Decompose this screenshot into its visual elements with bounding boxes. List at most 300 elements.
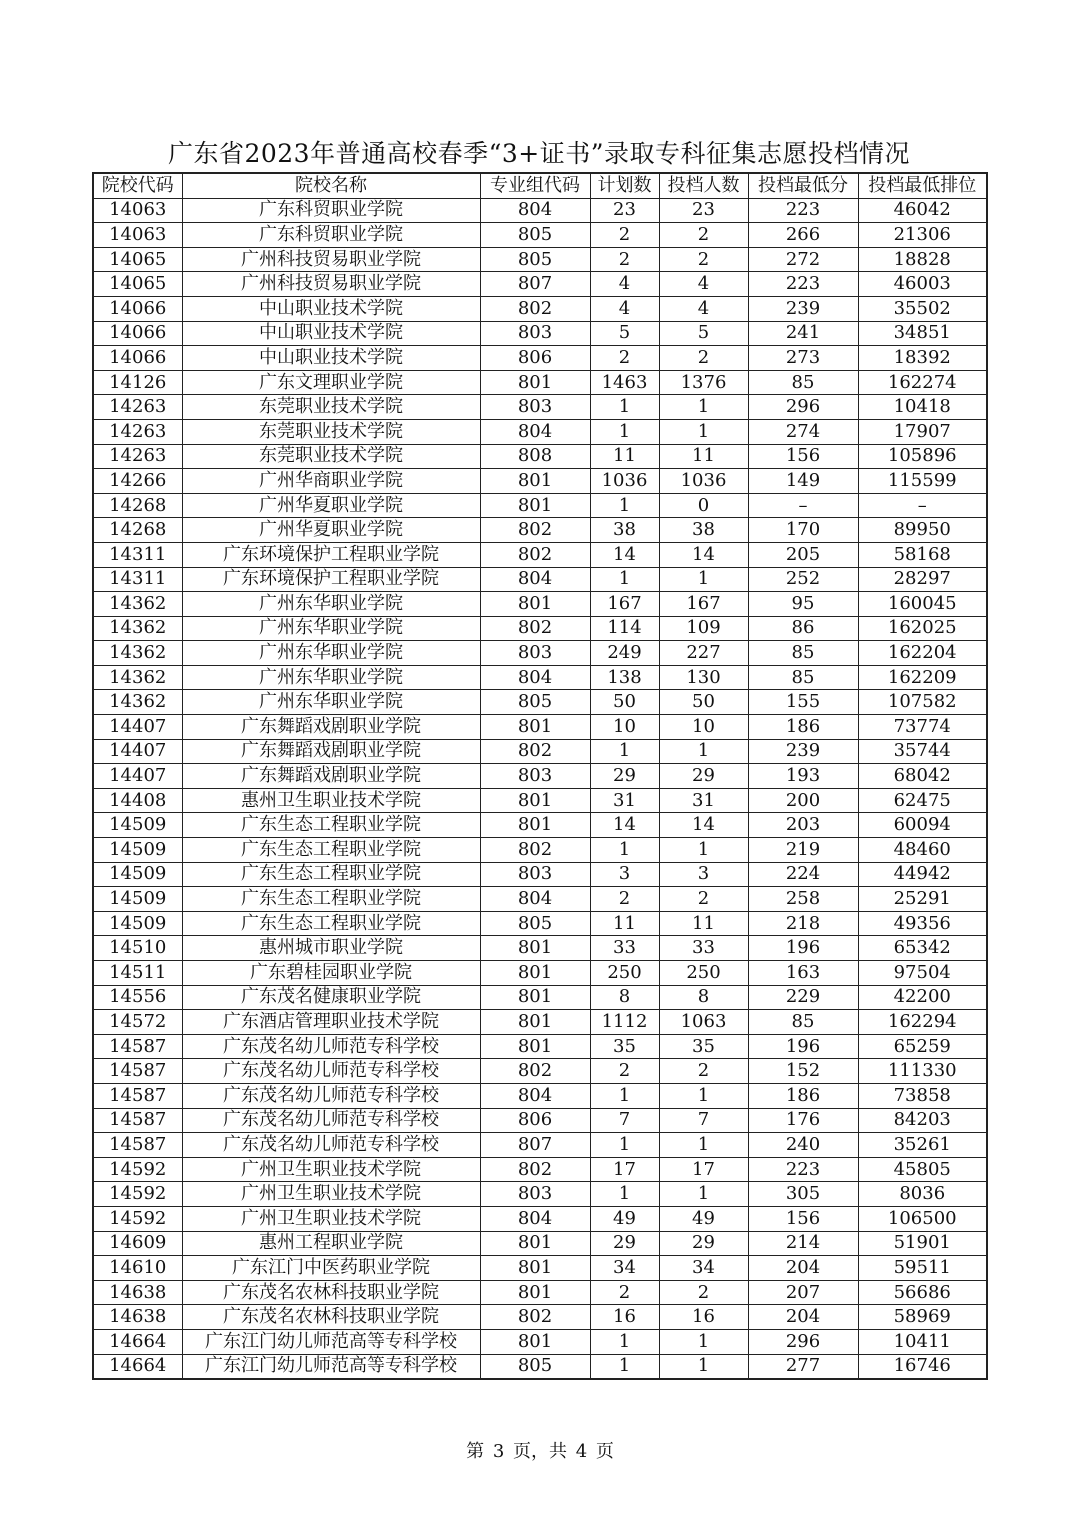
cell-school-name: 广州卫生职业技术学院	[182, 1206, 480, 1231]
cell-min-rank: 44942	[858, 862, 987, 887]
cell-plan-count: 1	[590, 739, 659, 764]
cell-school-name: 广东文理职业学院	[182, 370, 480, 395]
cell-min-rank: 18392	[858, 346, 987, 371]
cell-min-rank: 162025	[858, 616, 987, 641]
cell-min-rank: 162294	[858, 1010, 987, 1035]
table-row	[93, 1231, 987, 1256]
column-header-school-name: 院校名称	[182, 173, 480, 198]
cell-min-rank: 17907	[858, 419, 987, 444]
cell-school-code: 14638	[93, 1305, 182, 1330]
cell-min-rank: 51901	[858, 1231, 987, 1256]
cell-group-code: 805	[480, 1354, 590, 1379]
cell-min-score: 86	[748, 616, 858, 641]
table-row	[93, 1305, 987, 1330]
column-header-plan-count: 计划数	[590, 173, 659, 198]
column-header-min-rank: 投档最低排位	[858, 173, 987, 198]
cell-plan-count: 2	[590, 346, 659, 371]
cell-min-rank: 56686	[858, 1280, 987, 1305]
table-row	[93, 764, 987, 789]
cell-admitted-count: 2	[659, 346, 748, 371]
cell-school-code: 14407	[93, 764, 182, 789]
cell-plan-count: 1	[590, 838, 659, 863]
table-row	[93, 542, 987, 567]
cell-school-name: 惠州城市职业学院	[182, 936, 480, 961]
cell-min-score: 241	[748, 321, 858, 346]
cell-group-code: 802	[480, 1157, 590, 1182]
cell-admitted-count: 2	[659, 223, 748, 248]
cell-school-name: 广州科技贸易职业学院	[182, 272, 480, 297]
cell-school-name: 广东茂名农林科技职业学院	[182, 1305, 480, 1330]
cell-group-code: 801	[480, 1280, 590, 1305]
column-header-min-score: 投档最低分	[748, 173, 858, 198]
cell-school-code: 14268	[93, 493, 182, 518]
cell-school-name: 广东环境保护工程职业学院	[182, 567, 480, 592]
table-row	[93, 346, 987, 371]
cell-plan-count: 14	[590, 813, 659, 838]
cell-school-code: 14509	[93, 813, 182, 838]
cell-min-score: 277	[748, 1354, 858, 1379]
cell-min-score: –	[748, 493, 858, 518]
cell-min-score: 200	[748, 788, 858, 813]
cell-min-rank: 73774	[858, 715, 987, 740]
cell-min-rank: 162209	[858, 665, 987, 690]
cell-school-name: 广东舞蹈戏剧职业学院	[182, 715, 480, 740]
cell-school-name: 东莞职业技术学院	[182, 395, 480, 420]
cell-admitted-count: 1	[659, 838, 748, 863]
cell-group-code: 801	[480, 592, 590, 617]
cell-group-code: 803	[480, 862, 590, 887]
cell-school-name: 广东舞蹈戏剧职业学院	[182, 764, 480, 789]
cell-min-score: 163	[748, 961, 858, 986]
column-header-school-code: 院校代码	[93, 173, 182, 198]
table-row	[93, 1206, 987, 1231]
cell-school-code: 14587	[93, 1108, 182, 1133]
cell-group-code: 804	[480, 198, 590, 223]
cell-school-code: 14362	[93, 690, 182, 715]
cell-plan-count: 7	[590, 1108, 659, 1133]
cell-admitted-count: 109	[659, 616, 748, 641]
cell-min-rank: 58168	[858, 542, 987, 567]
cell-min-score: 156	[748, 444, 858, 469]
cell-admitted-count: 34	[659, 1256, 748, 1281]
table-row	[93, 444, 987, 469]
cell-group-code: 803	[480, 1182, 590, 1207]
cell-plan-count: 10	[590, 715, 659, 740]
table-row	[93, 862, 987, 887]
cell-min-rank: 115599	[858, 469, 987, 494]
cell-plan-count: 16	[590, 1305, 659, 1330]
cell-school-code: 14664	[93, 1329, 182, 1354]
cell-plan-count: 8	[590, 985, 659, 1010]
cell-admitted-count: 1063	[659, 1010, 748, 1035]
cell-admitted-count: 33	[659, 936, 748, 961]
cell-group-code: 801	[480, 1010, 590, 1035]
cell-admitted-count: 130	[659, 665, 748, 690]
cell-group-code: 808	[480, 444, 590, 469]
cell-admitted-count: 17	[659, 1157, 748, 1182]
cell-min-rank: 49356	[858, 911, 987, 936]
cell-group-code: 801	[480, 493, 590, 518]
page-footer: 第 3 页，共 4 页	[466, 1441, 614, 1462]
cell-school-code: 14638	[93, 1280, 182, 1305]
cell-school-code: 14066	[93, 346, 182, 371]
cell-min-score: 155	[748, 690, 858, 715]
cell-group-code: 804	[480, 1083, 590, 1108]
cell-school-name: 广东茂名幼儿师范专科学校	[182, 1108, 480, 1133]
cell-min-score: 85	[748, 641, 858, 666]
cell-plan-count: 1	[590, 1354, 659, 1379]
cell-min-score: 305	[748, 1182, 858, 1207]
cell-group-code: 805	[480, 223, 590, 248]
cell-school-name: 广州华夏职业学院	[182, 518, 480, 543]
cell-min-rank: 21306	[858, 223, 987, 248]
table-row	[93, 1059, 987, 1084]
cell-group-code: 803	[480, 321, 590, 346]
cell-group-code: 806	[480, 1108, 590, 1133]
cell-plan-count: 2	[590, 247, 659, 272]
cell-admitted-count: 227	[659, 641, 748, 666]
table-row	[93, 1182, 987, 1207]
cell-admitted-count: 1376	[659, 370, 748, 395]
cell-admitted-count: 5	[659, 321, 748, 346]
table-row	[93, 592, 987, 617]
cell-min-rank: 10411	[858, 1329, 987, 1354]
cell-min-rank: –	[858, 493, 987, 518]
cell-min-score: 223	[748, 272, 858, 297]
cell-min-score: 296	[748, 395, 858, 420]
cell-min-score: 203	[748, 813, 858, 838]
cell-plan-count: 4	[590, 296, 659, 321]
cell-min-rank: 59511	[858, 1256, 987, 1281]
cell-plan-count: 2	[590, 1280, 659, 1305]
cell-admitted-count: 2	[659, 247, 748, 272]
cell-school-name: 广东科贸职业学院	[182, 198, 480, 223]
table-row	[93, 321, 987, 346]
cell-min-rank: 105896	[858, 444, 987, 469]
table-body	[93, 198, 987, 1379]
table-row	[93, 223, 987, 248]
table-row	[93, 419, 987, 444]
cell-min-score: 186	[748, 715, 858, 740]
cell-plan-count: 4	[590, 272, 659, 297]
cell-school-code: 14509	[93, 911, 182, 936]
table-row	[93, 469, 987, 494]
cell-min-score: 205	[748, 542, 858, 567]
cell-admitted-count: 1	[659, 395, 748, 420]
cell-plan-count: 1	[590, 395, 659, 420]
cell-min-score: 170	[748, 518, 858, 543]
cell-min-rank: 45805	[858, 1157, 987, 1182]
cell-school-name: 广州东华职业学院	[182, 592, 480, 617]
cell-plan-count: 2	[590, 223, 659, 248]
cell-admitted-count: 1	[659, 1329, 748, 1354]
cell-plan-count: 1	[590, 419, 659, 444]
cell-school-name: 广州东华职业学院	[182, 690, 480, 715]
cell-admitted-count: 3	[659, 862, 748, 887]
cell-group-code: 803	[480, 641, 590, 666]
cell-admitted-count: 23	[659, 198, 748, 223]
cell-group-code: 803	[480, 764, 590, 789]
cell-admitted-count: 167	[659, 592, 748, 617]
cell-school-name: 东莞职业技术学院	[182, 419, 480, 444]
cell-min-rank: 46042	[858, 198, 987, 223]
cell-admitted-count: 1	[659, 1083, 748, 1108]
cell-plan-count: 14	[590, 542, 659, 567]
cell-plan-count: 11	[590, 911, 659, 936]
cell-school-name: 广东生态工程职业学院	[182, 813, 480, 838]
cell-group-code: 801	[480, 985, 590, 1010]
table-row	[93, 788, 987, 813]
cell-plan-count: 34	[590, 1256, 659, 1281]
cell-admitted-count: 49	[659, 1206, 748, 1231]
cell-admitted-count: 1	[659, 739, 748, 764]
cell-min-score: 274	[748, 419, 858, 444]
cell-plan-count: 2	[590, 887, 659, 912]
table-row	[93, 272, 987, 297]
table-row	[93, 961, 987, 986]
cell-school-code: 14066	[93, 321, 182, 346]
cell-min-score: 272	[748, 247, 858, 272]
cell-admitted-count: 11	[659, 911, 748, 936]
cell-min-rank: 160045	[858, 592, 987, 617]
cell-plan-count: 23	[590, 198, 659, 223]
cell-plan-count: 50	[590, 690, 659, 715]
cell-group-code: 804	[480, 1206, 590, 1231]
cell-school-name: 广东茂名农林科技职业学院	[182, 1280, 480, 1305]
cell-min-score: 296	[748, 1329, 858, 1354]
cell-min-score: 239	[748, 739, 858, 764]
cell-min-rank: 68042	[858, 764, 987, 789]
cell-admitted-count: 1	[659, 419, 748, 444]
cell-group-code: 803	[480, 395, 590, 420]
cell-school-name: 广州华夏职业学院	[182, 493, 480, 518]
cell-min-rank: 25291	[858, 887, 987, 912]
cell-school-code: 14572	[93, 1010, 182, 1035]
cell-min-score: 240	[748, 1133, 858, 1158]
cell-school-code: 14592	[93, 1182, 182, 1207]
cell-min-score: 207	[748, 1280, 858, 1305]
cell-plan-count: 1	[590, 493, 659, 518]
cell-group-code: 802	[480, 1305, 590, 1330]
cell-plan-count: 31	[590, 788, 659, 813]
cell-admitted-count: 29	[659, 764, 748, 789]
column-header-group-code: 专业组代码	[480, 173, 590, 198]
table-row	[93, 1010, 987, 1035]
cell-group-code: 801	[480, 1329, 590, 1354]
cell-school-name: 广东生态工程职业学院	[182, 911, 480, 936]
cell-min-rank: 16746	[858, 1354, 987, 1379]
cell-admitted-count: 8	[659, 985, 748, 1010]
cell-admitted-count: 38	[659, 518, 748, 543]
cell-group-code: 802	[480, 542, 590, 567]
cell-admitted-count: 2	[659, 1280, 748, 1305]
cell-group-code: 801	[480, 469, 590, 494]
cell-min-rank: 65259	[858, 1034, 987, 1059]
cell-school-code: 14609	[93, 1231, 182, 1256]
cell-school-code: 14362	[93, 592, 182, 617]
cell-school-name: 广东酒店管理职业技术学院	[182, 1010, 480, 1035]
cell-school-name: 广东环境保护工程职业学院	[182, 542, 480, 567]
cell-min-rank: 46003	[858, 272, 987, 297]
cell-min-rank: 28297	[858, 567, 987, 592]
cell-min-rank: 42200	[858, 985, 987, 1010]
cell-min-rank: 162274	[858, 370, 987, 395]
table-row	[93, 493, 987, 518]
cell-school-code: 14063	[93, 223, 182, 248]
cell-school-code: 14664	[93, 1354, 182, 1379]
cell-school-code: 14065	[93, 272, 182, 297]
cell-min-score: 273	[748, 346, 858, 371]
table-row	[93, 715, 987, 740]
cell-plan-count: 29	[590, 764, 659, 789]
cell-plan-count: 49	[590, 1206, 659, 1231]
table-row	[93, 198, 987, 223]
cell-min-score: 196	[748, 936, 858, 961]
cell-min-rank: 35502	[858, 296, 987, 321]
cell-min-rank: 62475	[858, 788, 987, 813]
cell-admitted-count: 2	[659, 887, 748, 912]
table-row	[93, 370, 987, 395]
cell-school-code: 14408	[93, 788, 182, 813]
cell-min-score: 229	[748, 985, 858, 1010]
cell-school-name: 广东舞蹈戏剧职业学院	[182, 739, 480, 764]
cell-min-rank: 58969	[858, 1305, 987, 1330]
cell-group-code: 801	[480, 1256, 590, 1281]
cell-plan-count: 17	[590, 1157, 659, 1182]
cell-min-score: 252	[748, 567, 858, 592]
cell-min-rank: 107582	[858, 690, 987, 715]
cell-school-name: 广东碧桂园职业学院	[182, 961, 480, 986]
cell-admitted-count: 31	[659, 788, 748, 813]
cell-plan-count: 249	[590, 641, 659, 666]
cell-group-code: 806	[480, 346, 590, 371]
cell-min-rank: 106500	[858, 1206, 987, 1231]
cell-group-code: 805	[480, 247, 590, 272]
cell-plan-count: 250	[590, 961, 659, 986]
cell-school-name: 广东茂名幼儿师范专科学校	[182, 1059, 480, 1084]
table-row	[93, 813, 987, 838]
table-row	[93, 665, 987, 690]
cell-group-code: 802	[480, 616, 590, 641]
cell-school-name: 广州东华职业学院	[182, 616, 480, 641]
table-row	[93, 641, 987, 666]
cell-school-name: 广东茂名幼儿师范专科学校	[182, 1034, 480, 1059]
cell-group-code: 804	[480, 567, 590, 592]
cell-group-code: 801	[480, 1034, 590, 1059]
cell-school-name: 广东江门幼儿师范高等专科学校	[182, 1354, 480, 1379]
cell-plan-count: 29	[590, 1231, 659, 1256]
cell-school-code: 14587	[93, 1059, 182, 1084]
cell-min-rank: 65342	[858, 936, 987, 961]
cell-school-name: 广东江门幼儿师范高等专科学校	[182, 1329, 480, 1354]
cell-admitted-count: 16	[659, 1305, 748, 1330]
cell-plan-count: 1463	[590, 370, 659, 395]
cell-admitted-count: 7	[659, 1108, 748, 1133]
cell-school-code: 14311	[93, 542, 182, 567]
cell-min-score: 186	[748, 1083, 858, 1108]
cell-admitted-count: 4	[659, 272, 748, 297]
cell-plan-count: 2	[590, 1059, 659, 1084]
cell-min-score: 176	[748, 1108, 858, 1133]
cell-school-code: 14511	[93, 961, 182, 986]
cell-school-code: 14126	[93, 370, 182, 395]
cell-min-score: 149	[748, 469, 858, 494]
table-row	[93, 296, 987, 321]
table-row	[93, 1133, 987, 1158]
cell-min-score: 223	[748, 1157, 858, 1182]
cell-group-code: 804	[480, 887, 590, 912]
cell-min-score: 219	[748, 838, 858, 863]
cell-group-code: 805	[480, 911, 590, 936]
cell-min-rank: 48460	[858, 838, 987, 863]
cell-plan-count: 3	[590, 862, 659, 887]
cell-min-score: 224	[748, 862, 858, 887]
table-row	[93, 616, 987, 641]
cell-school-name: 广州东华职业学院	[182, 665, 480, 690]
cell-min-rank: 18828	[858, 247, 987, 272]
cell-min-rank: 162204	[858, 641, 987, 666]
cell-min-rank: 73858	[858, 1083, 987, 1108]
table-row	[93, 567, 987, 592]
cell-school-code: 14509	[93, 862, 182, 887]
cell-school-code: 14063	[93, 198, 182, 223]
table-row	[93, 1329, 987, 1354]
table-row	[93, 1256, 987, 1281]
cell-plan-count: 33	[590, 936, 659, 961]
cell-school-name: 广东茂名幼儿师范专科学校	[182, 1133, 480, 1158]
cell-plan-count: 114	[590, 616, 659, 641]
cell-group-code: 802	[480, 296, 590, 321]
cell-group-code: 805	[480, 690, 590, 715]
table-row	[93, 1034, 987, 1059]
cell-school-name: 中山职业技术学院	[182, 346, 480, 371]
cell-plan-count: 1	[590, 1329, 659, 1354]
cell-plan-count: 167	[590, 592, 659, 617]
cell-min-score: 85	[748, 665, 858, 690]
cell-min-score: 214	[748, 1231, 858, 1256]
cell-min-rank: 10418	[858, 395, 987, 420]
cell-min-rank: 60094	[858, 813, 987, 838]
table-row	[93, 1354, 987, 1379]
cell-group-code: 801	[480, 813, 590, 838]
cell-group-code: 804	[480, 419, 590, 444]
cell-school-name: 广东生态工程职业学院	[182, 862, 480, 887]
cell-school-name: 惠州工程职业学院	[182, 1231, 480, 1256]
table-row	[93, 395, 987, 420]
cell-school-code: 14592	[93, 1157, 182, 1182]
cell-school-code: 14066	[93, 296, 182, 321]
cell-school-code: 14407	[93, 715, 182, 740]
table-row	[93, 739, 987, 764]
cell-min-rank: 97504	[858, 961, 987, 986]
cell-min-rank: 84203	[858, 1108, 987, 1133]
cell-group-code: 801	[480, 961, 590, 986]
cell-school-name: 广东茂名幼儿师范专科学校	[182, 1083, 480, 1108]
cell-school-code: 14263	[93, 419, 182, 444]
cell-school-name: 惠州卫生职业技术学院	[182, 788, 480, 813]
cell-school-name: 广东科贸职业学院	[182, 223, 480, 248]
cell-school-code: 14362	[93, 641, 182, 666]
table-row	[93, 985, 987, 1010]
cell-plan-count: 1036	[590, 469, 659, 494]
cell-admitted-count: 1	[659, 1182, 748, 1207]
table-row	[93, 838, 987, 863]
cell-group-code: 802	[480, 838, 590, 863]
cell-plan-count: 1	[590, 1133, 659, 1158]
cell-min-score: 152	[748, 1059, 858, 1084]
cell-admitted-count: 4	[659, 296, 748, 321]
cell-min-score: 85	[748, 1010, 858, 1035]
